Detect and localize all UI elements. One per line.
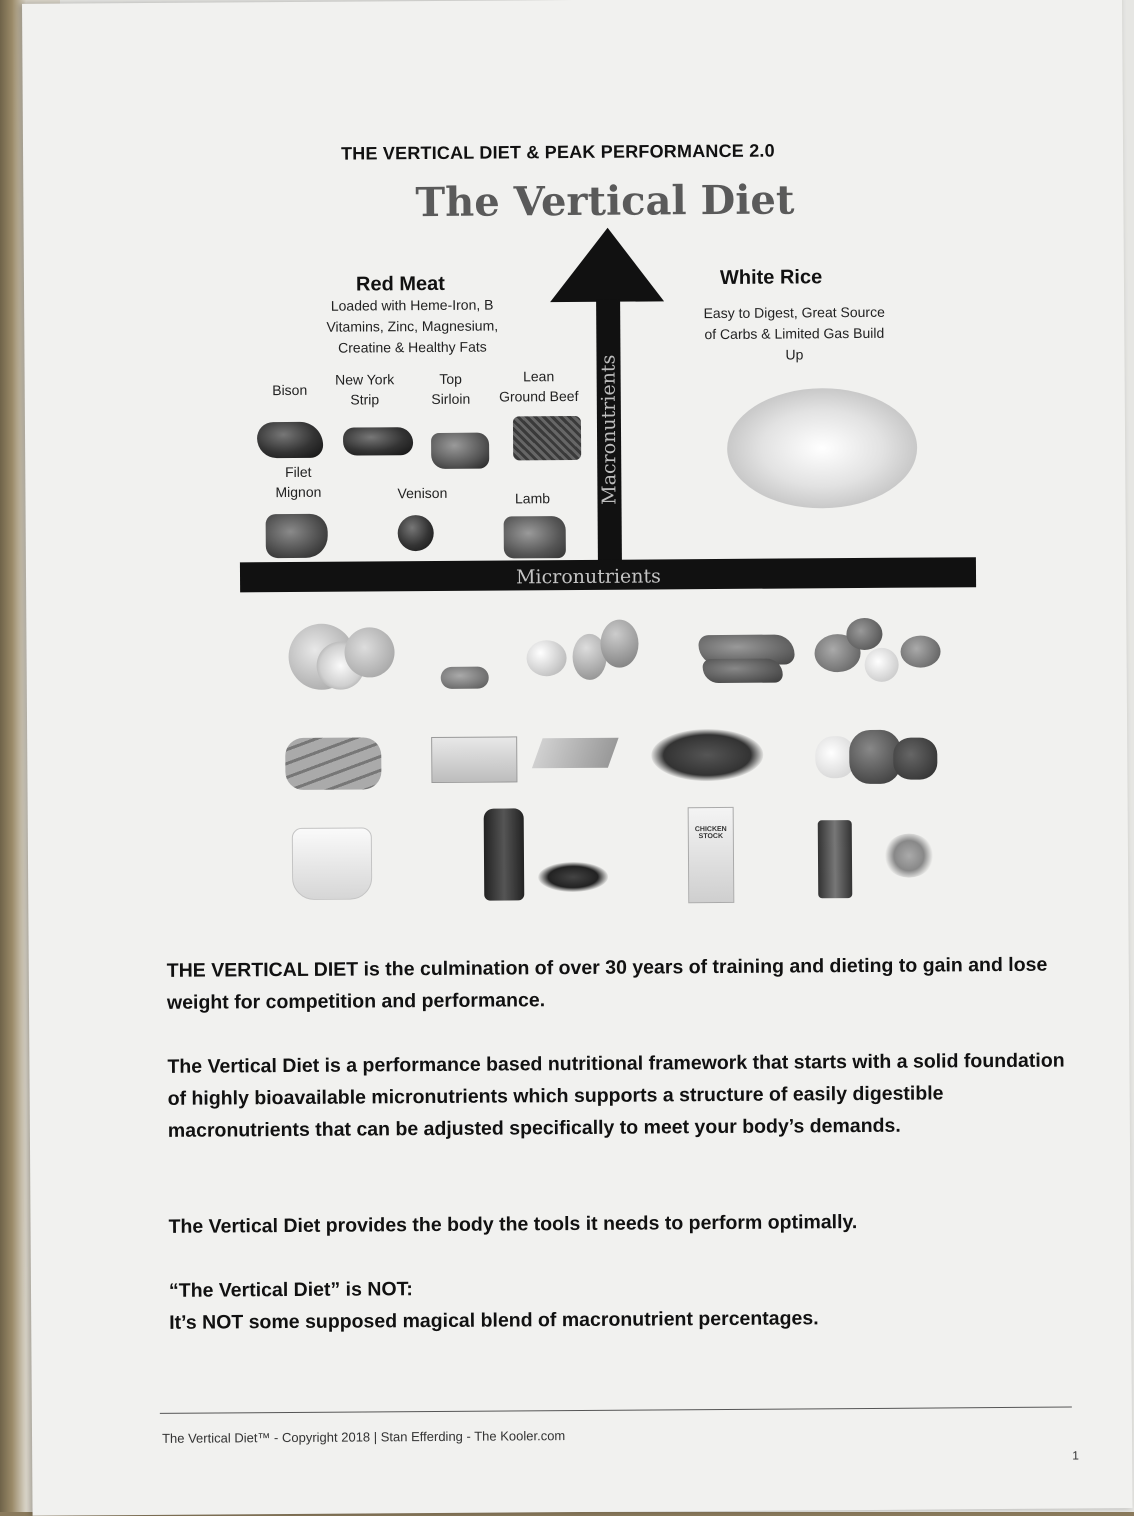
paragraph-tools: The Vertical Diet provides the body the tools it needs to perform optimally. <box>168 1211 858 1238</box>
label-filet-mignon: Filet Mignon <box>275 463 322 501</box>
micronutrients-label: Micronutrients <box>515 565 661 589</box>
filet-mignon-image <box>266 514 328 558</box>
white-rice-description: Easy to Digest, Great Source of Carbs & Limited Gas Build Up <box>703 303 885 363</box>
carrots-image <box>285 737 381 790</box>
footer-divider <box>160 1407 1072 1414</box>
bison-image <box>257 422 323 458</box>
label-new-york-strip: New York Strip <box>335 371 395 408</box>
top-sirloin-image <box>431 433 489 469</box>
spice-jar-image <box>818 820 853 898</box>
vertical-arrow-head <box>550 227 665 302</box>
document-header: THE VERTICAL DIET & PEAK PERFORMANCE 2.0 <box>340 140 775 164</box>
label-bison: Bison <box>272 381 308 399</box>
vertical-diet-axes <box>22 0 1126 624</box>
lamb-image <box>504 516 566 558</box>
venison-image <box>398 515 434 551</box>
chicken-image <box>441 667 489 689</box>
spinach-image <box>651 729 763 782</box>
chicken-stock-label: CHICKEN STOCK <box>694 825 727 841</box>
macronutrients-label: Macronutrients <box>597 354 621 505</box>
butter-image <box>431 736 517 783</box>
sweet-potato-image-2 <box>703 659 783 684</box>
chicken-stock-image <box>688 807 735 903</box>
salmon-image <box>532 738 619 769</box>
paragraph-not: “The Vertical Diet” is NOT: It’s NOT some supposed magical blend of macronutrient percentages. <box>168 1278 819 1334</box>
onion-image <box>865 648 899 682</box>
yogurt-image <box>292 827 373 900</box>
new-york-strip-image <box>343 427 413 455</box>
red-meat-description: Loaded with Heme-Iron, B Vitamins, Zinc, Magnesium, Creatine & Healthy Fats <box>326 296 499 356</box>
footer-copyright: The Vertical Diet™ - Copyright 2018 | Stan Efferding - The Kooler.com <box>161 1428 566 1446</box>
white-rice-heading: White Rice <box>719 266 823 289</box>
grapefruit-image <box>344 627 394 677</box>
paragraph-framework: The Vertical Diet is a performance based nutritional framework that starts with a solid foundation of highly bioavailable micronutrients which supports a structure of easily digestible macronutrients that can be adjusted specifically to meet your body’s demands. <box>167 1049 1065 1142</box>
lean-ground-beef-image <box>513 416 581 460</box>
salt-pile-image <box>884 833 934 877</box>
red-meat-heading: Red Meat <box>355 272 445 296</box>
egg-image-3 <box>600 620 638 668</box>
paragraph-culmination: THE VERTICAL DIET is the culmination of over 30 years of training and dieting to gain and lose weight for competition and performance. <box>166 953 1048 1014</box>
label-lean-ground-beef: Lean Ground Beef <box>499 368 579 405</box>
label-lamb: Lamb <box>514 490 551 507</box>
potato-image-3 <box>900 635 940 667</box>
diagram-title: The Vertical Diet <box>415 176 795 227</box>
page-number: 1 <box>1072 1448 1079 1463</box>
cranberries-image <box>538 862 608 892</box>
egg-image-1 <box>526 640 566 676</box>
label-venison: Venison <box>397 484 448 502</box>
label-top-sirloin: Top Sirloin <box>431 370 471 407</box>
pepper-image-3 <box>893 737 937 779</box>
cranberry-juice-image <box>484 808 525 900</box>
document-page <box>22 0 1133 1516</box>
potato-image-2 <box>846 618 882 650</box>
